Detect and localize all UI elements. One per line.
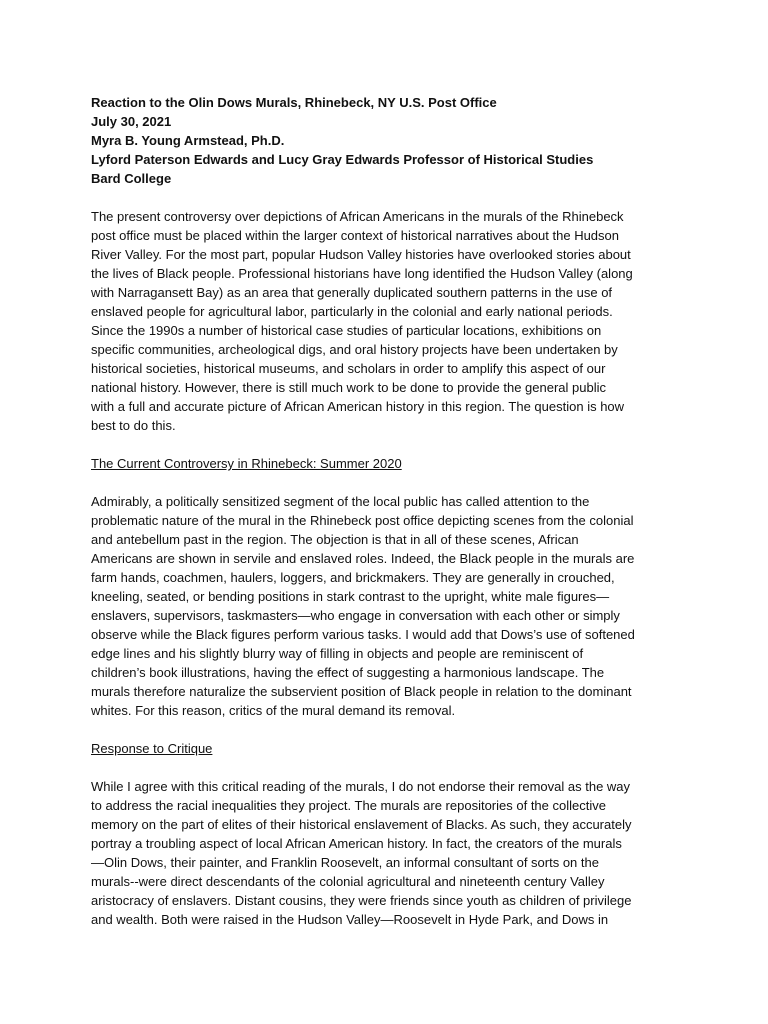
paragraph-line: While I agree with this critical reading of the murals, I do not endorse their removal as the way [91,779,631,794]
paragraph-line: the lives of Black people. Professional historians have long identified the Hudson Valley (along [91,266,633,281]
paragraph-line: murals therefore naturalize the subservient position of Black people in relation to the dominant [91,684,632,699]
paragraph-line: Americans are shown in servile and enslaved roles. Indeed, the Black people in the murals are [91,551,635,566]
paragraph-line: Since the 1990s a number of historical case studies of particular locations, exhibitions on [91,323,602,338]
document-date: July 30, 2021 [91,114,172,129]
paragraph-line: The present controversy over depictions of African Americans in the murals of the Rhinebeck [91,209,624,224]
paragraph-line: memory on the part of elites of their historical enslavement of Blacks. As such, they accurately [91,817,632,832]
paragraph-line: River Valley. For the most part, popular Hudson Valley histories have overlooked stories about [91,247,631,262]
paragraph-line: observe while the Black figures perform various tasks. I would add that Dows’s use of softened [91,627,635,642]
document-header [91,93,681,188]
paragraph-line: national history. However, there is still much work to be done to provide the general public [91,380,606,395]
paragraph-line: historical societies, historical museums, and scholars in order to amplify this aspect of our [91,361,606,376]
paragraph-line: post office must be placed within the larger context of historical narratives about the Hudson [91,228,619,243]
document-title: Reaction to the Olin Dows Murals, Rhinebeck, NY U.S. Post Office [91,95,497,110]
section-heading-response: Response to Critique [91,741,213,756]
paragraph-line: with a full and accurate picture of African American history in this region. The question is how [91,399,625,414]
paragraph-line: edge lines and his slightly blurry way of filling in objects and people are reminiscent of [91,646,584,661]
author-institution: Bard College [91,171,172,186]
controversy-paragraph [91,492,681,720]
paragraph-line: kneeling, seated, or bending positions in stark contrast to the upright, white male figures— [91,589,610,604]
paragraph-line: specific communities, archeological digs, and oral history projects have been undertaken by [91,342,618,357]
paragraph-line: problematic nature of the mural in the Rhinebeck post office depicting scenes from the colonial [91,513,634,528]
paragraph-line: —Olin Dows, their painter, and Franklin Roosevelt, an informal consultant of sorts on the [91,855,599,870]
response-paragraph [91,777,681,929]
paragraph-line: and wealth. Both were raised in the Hudson Valley—Roosevelt in Hyde Park, and Dows in [91,912,609,927]
paragraph-line: to address the racial inequalities they project. The murals are repositories of the collective [91,798,606,813]
author-name: Myra B. Young Armstead, Ph.D. [91,133,285,148]
paragraph-line: with Narragansett Bay) as an area that generally duplicated southern patterns in the use of [91,285,613,300]
paragraph-line: whites. For this reason, critics of the mural demand its removal. [91,703,456,718]
paragraph-line: enslaved people for agricultural labor, particularly in the colonial and early national periods. [91,304,613,319]
paragraph-line: Admirably, a politically sensitized segment of the local public has called attention to the [91,494,590,509]
document-page [91,93,681,929]
intro-paragraph [91,207,681,435]
paragraph-line: and antebellum past in the region. The objection is that in all of these scenes, African [91,532,579,547]
section-heading-controversy: The Current Controversy in Rhinebeck: Summer 2020 [91,456,402,471]
paragraph-line: enslavers, supervisors, taskmasters—who engage in conversation with each other or simply [91,608,620,623]
paragraph-line: children’s book illustrations, having the effect of suggesting a harmonious landscape. The [91,665,605,680]
author-position: Lyford Paterson Edwards and Lucy Gray Edwards Professor of Historical Studies [91,152,594,167]
paragraph-line: portray a troubling aspect of local African American history. In fact, the creators of the murals [91,836,622,851]
paragraph-line: farm hands, coachmen, haulers, loggers, and brickmakers. They are generally in crouched, [91,570,615,585]
paragraph-line: aristocracy of enslavers. Distant cousins, they were friends since youth as children of privilege [91,893,632,908]
paragraph-line: best to do this. [91,418,176,433]
paragraph-line: murals--were direct descendants of the colonial agricultural and nineteenth century Valley [91,874,605,889]
